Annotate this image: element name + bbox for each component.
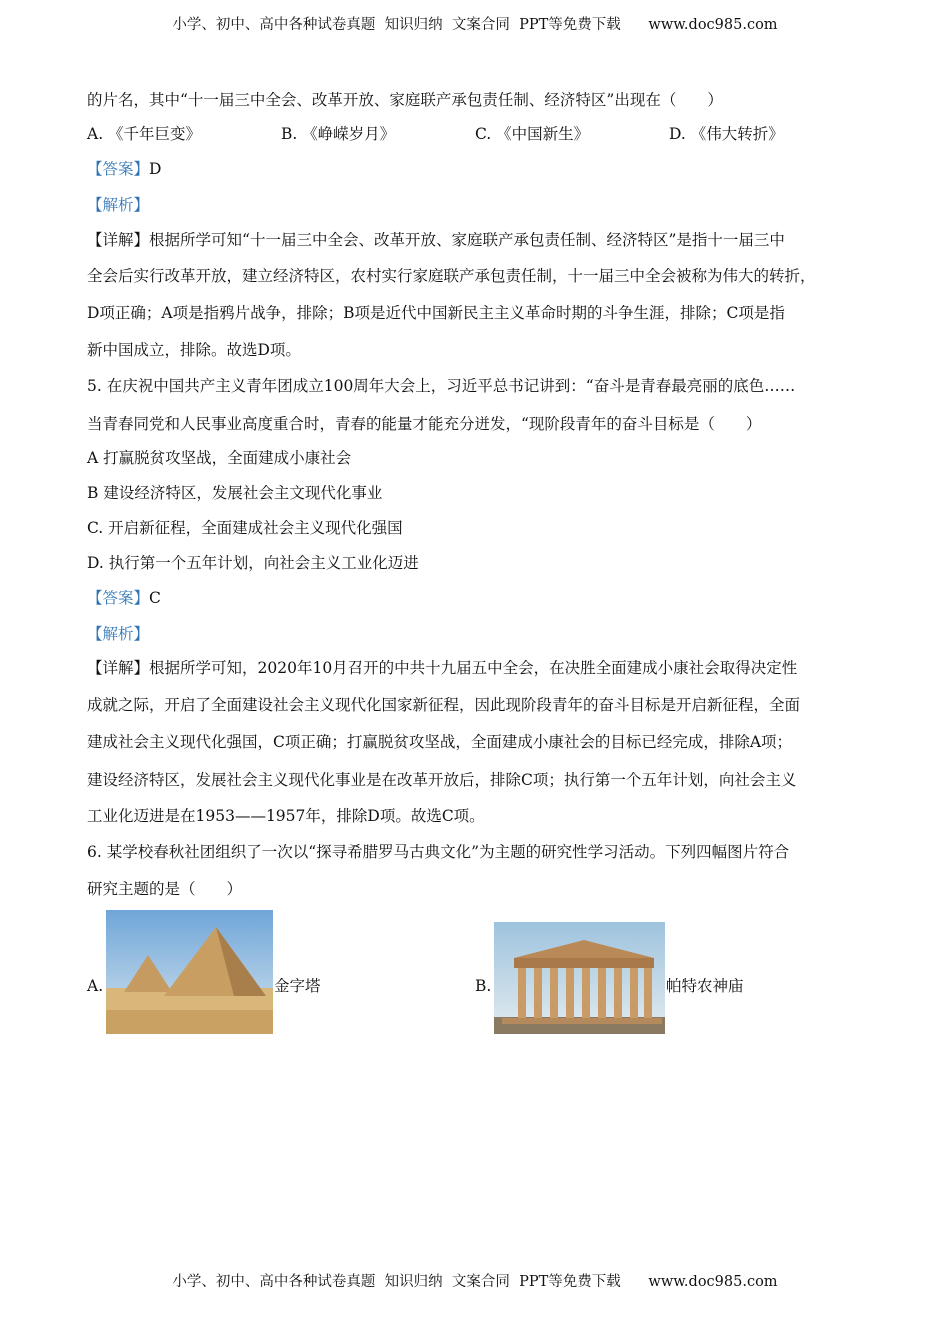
- q5-answer: [87, 588, 161, 608]
- q6-option-b-caption: 帕特农神庙: [666, 977, 744, 995]
- answer-label: 【答案】: [87, 589, 150, 607]
- q5-detail-line: [87, 658, 797, 678]
- q5-detail-line: 建成社会主义现代化强国，C项正确；打赢脱贫攻坚战，全面建成小康社会的目标已经完成，排除A项；: [87, 733, 793, 751]
- q5-option-a: A 打赢脱贫攻坚战，全面建成小康社会: [87, 449, 352, 467]
- q6-option-a-letter: A.: [87, 977, 104, 995]
- q5-option-d: D. 执行第一个五年计划，向社会主义工业化迈进: [87, 554, 419, 572]
- page-footer: 小学、初中、高中各种试卷真题 知识归纳 文案合同 PPT等免费下载 www.doc985.com: [172, 1274, 778, 1290]
- pyramids-image: [106, 910, 273, 1034]
- q5-detail-line: 工业化迈进是在1953——1957年，排除D项。故选C项。: [87, 807, 485, 825]
- detail-label: 【详解】: [87, 231, 150, 249]
- q4-detail-line: 全会后实行改革开放，建立经济特区，农村实行家庭联产承包责任制，十一届三中全会被称为伟大的转折，: [87, 267, 816, 285]
- parthenon-image: [494, 922, 665, 1034]
- q5-option-b: B 建设经济特区，发展社会主文现代化事业: [87, 484, 383, 502]
- q6-stem: 6. 某学校春秋社团组织了一次以“探寻希腊罗马古典文化”为主题的研究性学习活动。下列四幅图片符合: [87, 843, 790, 861]
- q4-answer: [87, 159, 161, 179]
- q4-option-b: B. 《峥嵘岁月》: [281, 125, 396, 143]
- q6-option-b-letter: B.: [475, 977, 492, 995]
- q4-detail-line: [87, 230, 785, 250]
- q5-stem: 5. 在庆祝中国共产主义青年团成立100周年大会上，习近平总书记讲到：“奋斗是青春最亮丽的底色……: [87, 377, 796, 395]
- q4-stem: 的片名，其中“十一届三中全会、改革开放、家庭联产承包责任制、经济特区”出现在（ ）: [87, 91, 723, 109]
- q4-detail-line: 新中国成立，排除。故选D项。: [87, 341, 301, 359]
- q5-detail-line: 成就之际，开启了全面建设社会主义现代化国家新征程，因此现阶段青年的奋斗目标是开启新征程，全面: [87, 696, 801, 714]
- answer-value: C: [149, 589, 161, 607]
- q4-option-d: D. 《伟大转折》: [669, 125, 784, 143]
- q4-option-a: A. 《千年巨变》: [87, 125, 202, 143]
- q5-stem: 当青春同党和人民事业高度重合时，青春的能量才能充分迸发，“现阶段青年的奋斗目标是（ ）: [87, 415, 762, 433]
- q6-option-a-caption: 金字塔: [274, 977, 321, 995]
- q5-detail-line: 建设经济特区，发展社会主义现代化事业是在改革开放后，排除C项；执行第一个五年计划，向社会主义: [87, 771, 797, 789]
- q4-analysis-label: 【解析】: [87, 196, 150, 214]
- q4-option-c: C. 《中国新生》: [475, 125, 590, 143]
- answer-label: 【答案】: [87, 160, 150, 178]
- q5-option-c: C. 开启新征程，全面建成社会主义现代化强国: [87, 519, 403, 537]
- q4-detail-line: D项正确；A项是指鸦片战争，排除；B项是近代中国新民主主义革命时期的斗争生涯，排除；C项是指: [87, 304, 785, 322]
- answer-value: D: [149, 160, 162, 178]
- detail-label: 【详解】: [87, 659, 150, 677]
- detail-text: 根据所学可知“十一届三中全会、改革开放、家庭联产承包责任制、经济特区”是指十一届三中: [149, 231, 785, 249]
- detail-text: 根据所学可知，2020年10月召开的中共十九届五中全会，在决胜全面建成小康社会取得决定性: [149, 659, 798, 677]
- q5-analysis-label: 【解析】: [87, 625, 150, 643]
- q6-stem: 研究主题的是（ ）: [87, 880, 243, 898]
- page-header: 小学、初中、高中各种试卷真题 知识归纳 文案合同 PPT等免费下载 www.doc985.com: [172, 17, 778, 33]
